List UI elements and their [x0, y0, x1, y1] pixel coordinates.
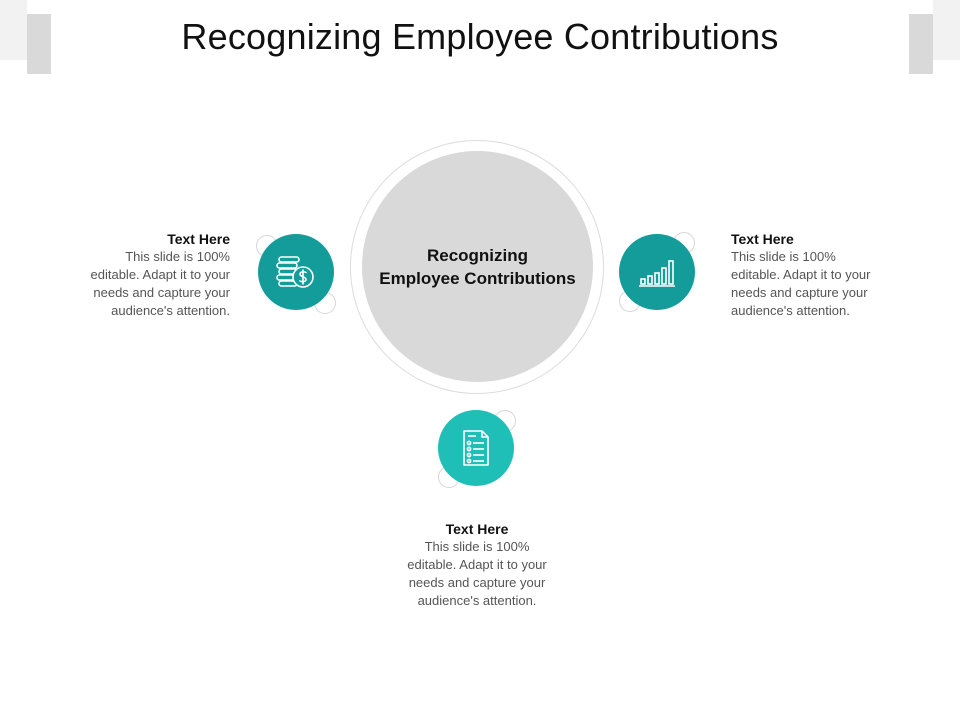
text-block-left-line-1: This slide is 100% [125, 249, 230, 264]
coins-dollar-icon [275, 251, 317, 293]
node-bottom [438, 410, 514, 486]
checklist-document-icon [455, 427, 497, 469]
text-block-bottom-heading: Text Here [445, 521, 509, 537]
node-right [619, 234, 695, 310]
text-block-left-line-3: needs and capture your [93, 285, 230, 300]
slide-title: Recognizing Employee Contributions [181, 16, 779, 57]
center-label-line-2: Employee Contributions [379, 268, 576, 288]
node-right-disc [619, 234, 695, 310]
center-circle [362, 151, 593, 382]
node-left-disc [258, 234, 334, 310]
text-block-bottom-line-2: editable. Adapt it to your [407, 557, 547, 572]
node-bottom-disc [438, 410, 514, 486]
text-block-right-line-1: This slide is 100% [731, 249, 836, 264]
text-block-right-line-4: audience's attention. [731, 303, 850, 318]
text-block-bottom [387, 520, 567, 610]
text-block-left [60, 230, 230, 320]
text-block-left-heading: Text Here [167, 231, 230, 247]
text-block-right-line-2: editable. Adapt it to your [731, 267, 871, 282]
text-block-right-line-3: needs and capture your [731, 285, 868, 300]
text-block-bottom-line-1: This slide is 100% [424, 539, 530, 554]
text-block-right [731, 230, 901, 320]
text-block-right-heading: Text Here [731, 231, 794, 247]
text-block-bottom-line-3: needs and capture your [408, 575, 546, 590]
text-block-left-line-2: editable. Adapt it to your [90, 267, 230, 282]
node-left [258, 234, 334, 310]
bar-chart-icon [636, 251, 678, 293]
text-block-left-line-4: audience's attention. [111, 303, 230, 318]
text-block-bottom-line-4: audience's attention. [417, 593, 537, 608]
center-label-line-1: Recognizing [426, 245, 529, 265]
